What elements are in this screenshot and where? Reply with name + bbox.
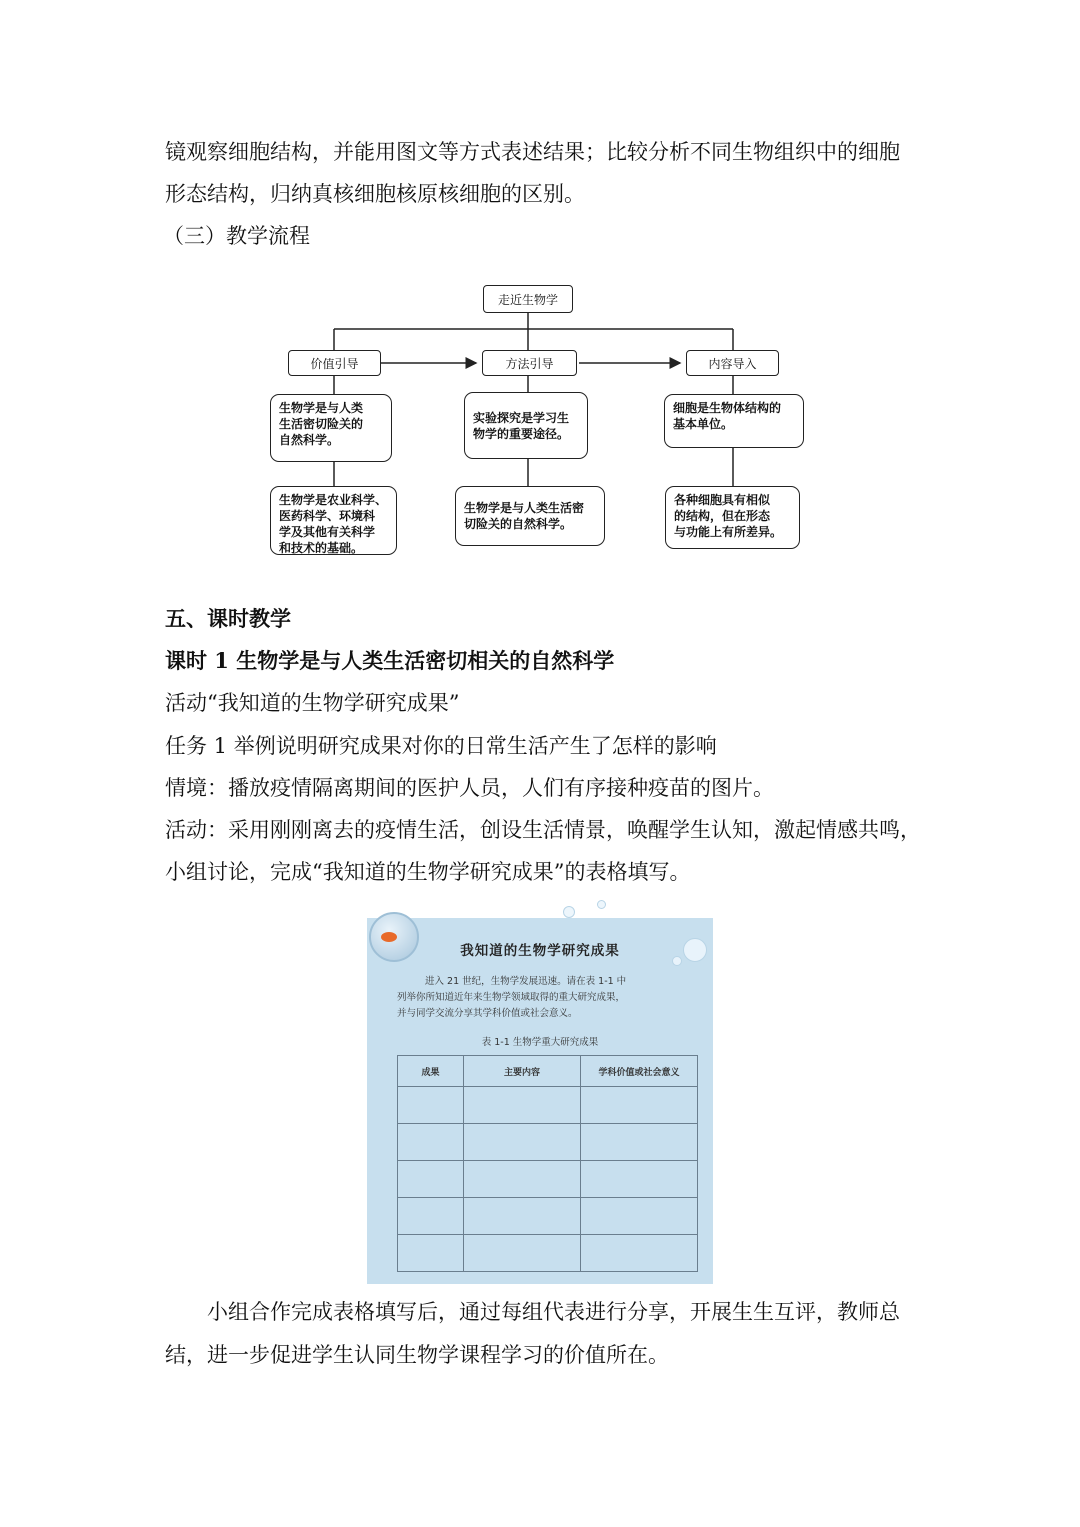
figure-para-line-1: 进入 21 世纪，生物学发展迅速。请在表 1-1 中: [425, 976, 627, 987]
intro-line-2: 形态结构，归纳真核细胞核原核细胞的区别。: [165, 182, 585, 206]
figure-para-line-2: 列举你所知道近年来生物学领域取得的重大研究成果，: [397, 992, 626, 1003]
flow-content-box-2: 各种细胞具有相似 的结构，但在形态 与功能上有所差异。: [665, 486, 800, 549]
table-header-content: 主要内容: [464, 1056, 581, 1087]
subheading-teaching-process: （三）教学流程: [163, 224, 310, 248]
flow-root-node: 走近生物学: [483, 285, 573, 313]
figure-para-line-3: 并与同学交流分享其学科价值或社会意义。: [397, 1008, 578, 1019]
flow-value-box-1: 生物学是与人类 生活密切险关的 自然科学。: [270, 394, 392, 462]
activity-desc-line-2: 小组讨论，完成“我知道的生物学研究成果”的表格填写。: [165, 860, 691, 884]
table-row: [398, 1235, 698, 1272]
activity-desc-line-1: 活动：采用刚刚离去的疫情生活，创设生活情景，唤醒学生认知，激起情感共鸣，: [165, 818, 921, 842]
flow-header-content: 内容导入: [686, 350, 779, 376]
flow-header-method: 方法引导: [482, 350, 577, 376]
section-heading: 五、课时教学: [165, 606, 291, 631]
bubble-icon: [597, 900, 606, 909]
flow-method-box-2: 生物学是与人类生活密 切险关的自然科学。: [455, 486, 605, 546]
table-row: [398, 1124, 698, 1161]
bubble-icon: [563, 906, 575, 918]
flow-method-box-1: 实验探究是学习生 物学的重要途径。: [464, 392, 588, 459]
lesson-title: 课时 1 生物学是与人类生活密切相关的自然科学: [165, 648, 615, 673]
figure-title: 我知道的生物学研究成果: [460, 943, 620, 959]
activity-title: 活动“我知道的生物学研究成果”: [165, 691, 460, 715]
task-title: 任务 1 举例说明研究成果对你的日常生活产生了怎样的影响: [165, 734, 717, 758]
intro-line-1: 镜观察细胞结构，并能用图文等方式表述结果；比较分析不同生物组织中的细胞: [165, 140, 900, 164]
research-results-table: [397, 1055, 698, 1272]
table-header-significance: 学科价值或社会意义: [581, 1056, 698, 1087]
table-row: [398, 1198, 698, 1235]
table-row: [398, 1087, 698, 1124]
flow-header-value: 价值引导: [288, 350, 381, 376]
table-header-result: 成果: [398, 1056, 464, 1087]
flow-value-box-2: 生物学是农业科学、 医药科学、环境科 学及其他有关科学 和技术的基础。: [270, 486, 397, 555]
textbook-figure: [367, 912, 713, 1284]
flow-content-box-1: 细胞是生物体结构的 基本单位。: [664, 394, 804, 448]
figure-table-caption: 表 1-1 生物学重大研究成果: [481, 1037, 599, 1048]
scenario-text: 情境：播放疫情隔离期间的医护人员，人们有序接种疫苗的图片。: [165, 776, 774, 800]
closing-line-2: 结，进一步促进学生认同生物学课程学习的价值所在。: [165, 1343, 669, 1367]
table-row: [398, 1161, 698, 1198]
closing-line-1: 小组合作完成表格填写后，通过每组代表进行分享，开展生生互评，教师总: [207, 1300, 900, 1324]
